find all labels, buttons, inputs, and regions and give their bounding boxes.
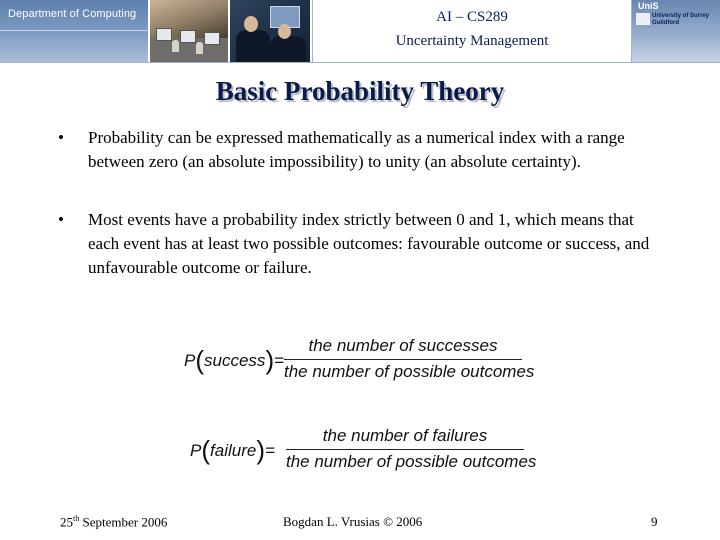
formula-open-paren: ( xyxy=(201,435,211,465)
formula-denominator: the number of possible outcomes xyxy=(284,362,535,381)
formula-p: P xyxy=(190,441,202,460)
formula-close-paren: ) xyxy=(256,435,265,465)
lab-photo xyxy=(150,0,228,62)
university-logo: UniS xyxy=(638,1,659,11)
footer-author: Bogdan L. Vrusias © 2006 xyxy=(283,514,423,529)
bullet-text: Most events have a probability index strictly between 0 and 1, which means that each event has at least two possible outcomes: favourable outcome or success, and unfavourable outcome or failure. xyxy=(88,210,650,277)
department-rule xyxy=(0,30,148,31)
header-banner xyxy=(0,0,720,62)
footer-date-suffix: th xyxy=(73,514,80,523)
footer-date-day: 25 xyxy=(60,514,73,530)
formula-equals: = xyxy=(274,351,285,370)
slide-title: Basic Probability Theory xyxy=(215,76,505,106)
lab-monitor xyxy=(156,28,172,41)
course-code: AI – CS289 xyxy=(436,9,508,25)
students-photo xyxy=(230,0,310,62)
university-name-line2: Guildford xyxy=(652,20,679,26)
formula-denominator: the number of possible outcomes xyxy=(286,452,537,471)
university-name-line1: University of Surrey xyxy=(652,13,710,19)
fraction-bar xyxy=(284,359,522,360)
lab-monitor xyxy=(204,32,220,45)
footer-date-rest: September 2006 xyxy=(79,514,168,530)
bullet-item xyxy=(58,126,668,174)
formula-lhs xyxy=(184,345,284,376)
formula-lhs xyxy=(190,435,275,466)
formula-open-paren: ( xyxy=(195,345,205,375)
formula-failure xyxy=(190,426,535,474)
lab-monitor xyxy=(180,30,196,43)
fraction-bar xyxy=(286,449,524,450)
university-logo-box xyxy=(632,0,720,62)
formula-success xyxy=(184,336,535,384)
crest-icon xyxy=(636,13,650,25)
student-figure xyxy=(236,30,270,62)
formula-p: P xyxy=(184,351,196,370)
lab-person xyxy=(196,42,203,54)
formula-arg: failure xyxy=(210,441,257,460)
student-face xyxy=(244,16,258,32)
footer-date xyxy=(60,514,167,530)
bullet-item xyxy=(58,208,668,280)
student-face xyxy=(278,24,291,39)
bullet-symbol: • xyxy=(58,210,64,229)
lab-person xyxy=(172,40,179,52)
bullet-text: Probability can be expressed mathematically as a numerical index with a range between zero (an absolute impossibility) to unity (an absolute certainty). xyxy=(88,128,625,171)
department-label: Department of Computing xyxy=(8,8,137,20)
course-box xyxy=(312,0,632,62)
formula-numerator: the number of successes xyxy=(308,336,498,355)
header-divider xyxy=(0,62,720,63)
page-number: 9 xyxy=(651,514,658,529)
formula-numerator: the number of failures xyxy=(322,426,488,445)
student-figure xyxy=(270,36,306,62)
university-name xyxy=(652,13,709,27)
course-title: Uncertainty Management xyxy=(395,33,549,49)
bullet-symbol: • xyxy=(58,128,64,147)
formula-equals: = xyxy=(265,441,275,460)
department-band xyxy=(0,0,148,62)
bullet-list xyxy=(58,126,668,280)
formula-close-paren: ) xyxy=(265,345,275,375)
formula-arg: success xyxy=(204,351,266,370)
